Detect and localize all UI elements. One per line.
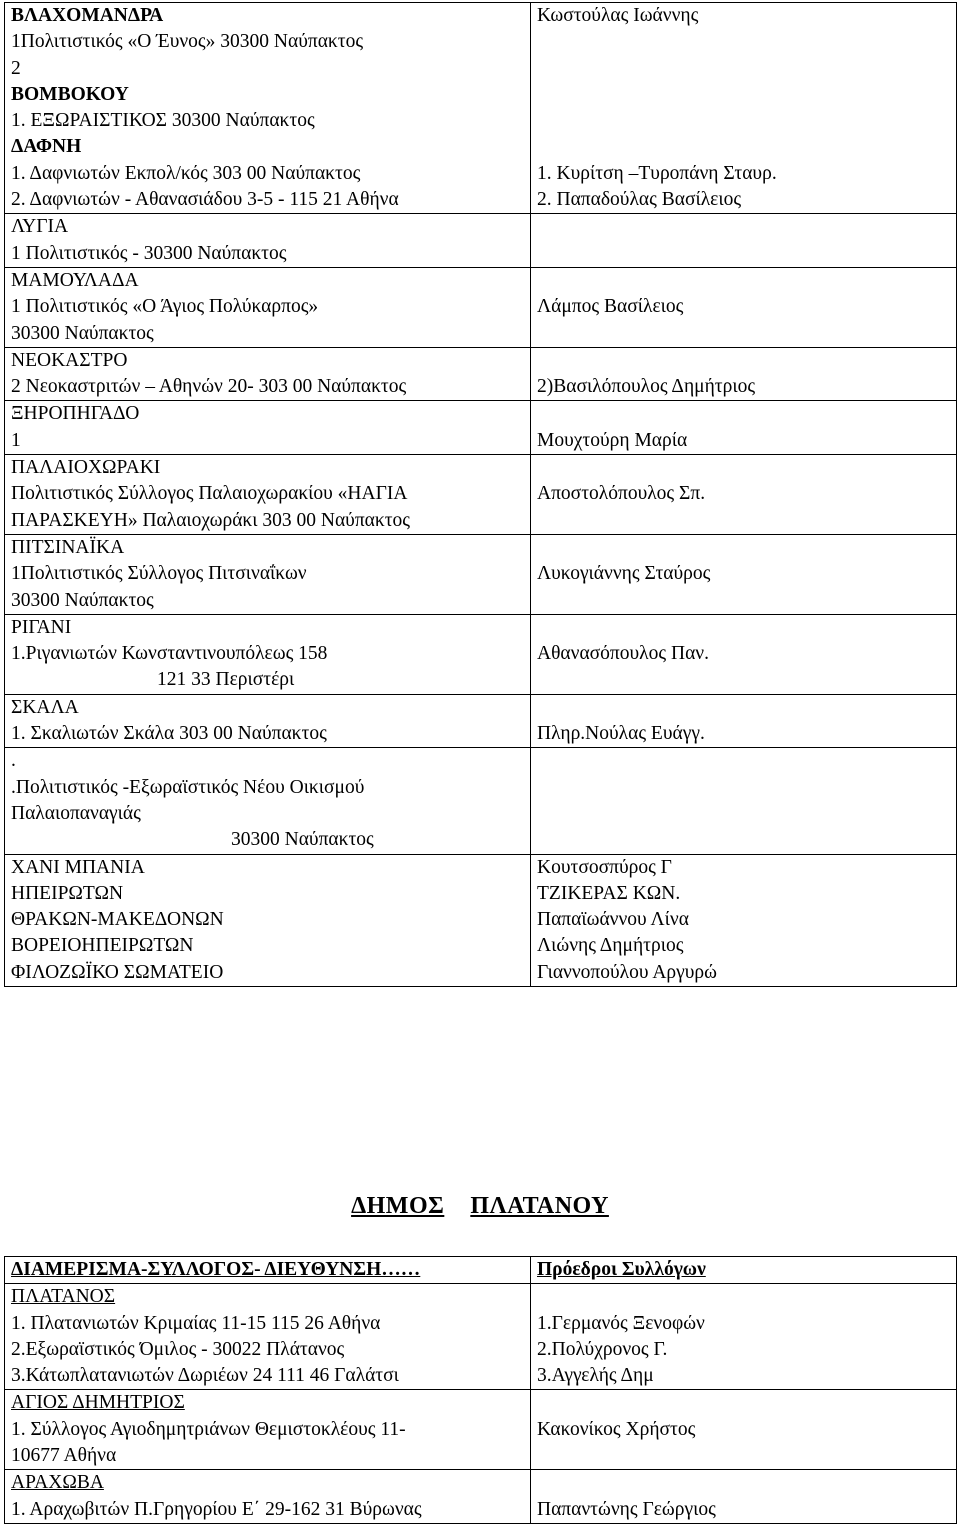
association-line: ΣΚΑΛΑ — [11, 696, 79, 718]
association-line: 3.Κάτωπλατανιωτών Δωριέων 24 111 46 Γαλάτσι — [11, 1365, 399, 1387]
table-row — [5, 748, 957, 854]
association-line: ΑΡΑΧΩΒΑ — [11, 1472, 104, 1494]
president-name — [537, 56, 956, 82]
association-cell — [5, 694, 531, 748]
president-name: Παπαϊωάννου Λίνα — [537, 909, 689, 931]
municipality-title — [0, 1193, 960, 1220]
association-line: .Πολιτιστικός -Εξωραϊστικός Νέου Οικισμού — [11, 776, 365, 798]
president-cell — [531, 534, 957, 614]
association-cell — [5, 748, 531, 854]
association-line: ΗΠΕΙΡΩΤΩΝ — [11, 882, 124, 904]
president-name — [537, 1390, 956, 1416]
association-line: ΒΛΑΧΟΜΑΝΔΡΑ — [11, 5, 164, 26]
president-name: Πληρ.Νούλας Ευάγγ. — [537, 723, 705, 745]
president-name: Μουχτούρη Μαρία — [537, 429, 688, 451]
association-line: 1 Πολιτιστικός «Ο Άγιος Πολύκαρπος» — [11, 296, 319, 318]
association-line: 1. Σκαλιωτών Σκάλα 303 00 Ναύπακτος — [11, 723, 327, 745]
president-cell — [531, 214, 957, 268]
association-line: 30300 Ναύπακτος — [231, 829, 374, 851]
table-row — [5, 3, 957, 214]
association-cell — [5, 214, 531, 268]
president-cell — [531, 748, 957, 854]
association-line: 1. Σύλλογος Αγιοδημητριάνων Θεμιστοκλέους 11- — [11, 1418, 406, 1440]
president-name — [537, 401, 956, 427]
president-cell — [531, 267, 957, 347]
association-line: 1. Αραχωβιτών Π.Γρηγορίου Ε΄ 29-162 31 Βύρωνας — [11, 1498, 422, 1520]
platanos-associations-table-body — [5, 1257, 957, 1524]
table-row — [5, 347, 957, 401]
president-cell — [531, 3, 957, 214]
president-name — [537, 535, 956, 561]
table-row — [5, 267, 957, 347]
association-line: 10677 Αθήνα — [11, 1445, 117, 1467]
association-line: 1 — [11, 429, 21, 451]
association-line: ΦΙΛΟΖΩΪΚΟ ΣΩΜΑΤΕΙΟ — [11, 961, 224, 983]
association-line: 2 Νεοκαστριτών – Αθηνών 20- 303 00 Ναύπακτος — [11, 376, 407, 398]
table-row — [5, 214, 957, 268]
association-line: 1Πολιτιστικός «Ο Έυνος» 30300 Ναύπακτος — [11, 31, 364, 53]
president-name — [537, 695, 956, 721]
platanos-associations-table — [4, 1256, 957, 1524]
association-line: 1.Ριγανιωτών Κωνσταντινουπόλεως 158 — [11, 643, 328, 665]
president-name: Κωστούλας Ιωάννης — [537, 5, 699, 26]
association-line: ΠΙΤΣΙΝΑΪΚΑ — [11, 536, 125, 558]
table-row — [5, 694, 957, 748]
president-name — [537, 615, 956, 641]
association-line: ΒΟΜΒΟΚΟΥ — [11, 83, 129, 105]
president-cell — [531, 1470, 957, 1524]
president-name — [537, 455, 956, 481]
association-cell — [5, 854, 531, 986]
association-line: ΜΑΜΟΥΛΑΔΑ — [11, 269, 139, 291]
president-name: 3.Αγγελής Δημ — [537, 1365, 654, 1387]
president-cell — [531, 1284, 957, 1390]
association-line: ΧΑΝΙ ΜΠΑΝΙΑ — [11, 856, 145, 878]
president-name: 1.Γερμανός Ξενοφών — [537, 1312, 705, 1334]
association-cell — [5, 455, 531, 535]
president-name: Λυκογιάννης Σταύρος — [537, 563, 711, 585]
association-line: ΒΟΡΕΙΟΗΠΕΙΡΩΤΩΝ — [11, 935, 194, 957]
president-name: 1. Κυρίτση –Τυροπάνη Σταυρ. — [537, 162, 777, 184]
president-name: Αθανασόπουλος Παν. — [537, 643, 709, 665]
table-header-row — [5, 1257, 957, 1284]
president-name: Κουτσοσπύρος Γ — [537, 856, 672, 878]
association-line: ΠΑΛΑΙΟΧΩΡΑΚΙ — [11, 457, 161, 479]
association-line: ΠΑΡΑΣΚΕΥΗ» Παλαιοχωράκι 303 00 Ναύπακτος — [11, 509, 411, 531]
associations-table — [4, 2, 957, 987]
association-cell — [5, 3, 531, 214]
president-name: Παπαντώνης Γεώργιος — [537, 1498, 716, 1520]
association-line: 2.Εξωραϊστικός Όμιλος - 30022 Πλάτανος — [11, 1338, 345, 1360]
association-line: ΑΓΙΟΣ ΔΗΜΗΤΡΙΟΣ — [11, 1392, 185, 1414]
association-line: ΘΡΑΚΩΝ-ΜΑΚΕΔΟΝΩΝ — [11, 909, 224, 931]
header-cell-address — [5, 1257, 531, 1284]
association-line: 2 — [11, 57, 21, 79]
association-line: 2. Δαφνιωτών - Αθανασιάδου 3-5 - 115 21 Αθήνα — [11, 189, 399, 211]
association-line: ΔΑΦΝΗ — [11, 136, 82, 158]
table-row — [5, 614, 957, 694]
association-line: 1. ΕΞΩΡΑΙΣΤΙΚΟΣ 30300 Ναύπακτος — [11, 110, 315, 132]
president-name — [537, 268, 956, 294]
header-presidents: Πρόεδροι Συλλόγων — [537, 1259, 706, 1280]
association-line: ΡΙΓΑΝΙ — [11, 616, 72, 638]
president-name: Αποστολόπουλος Σπ. — [537, 483, 706, 505]
president-cell — [531, 455, 957, 535]
table-row — [5, 455, 957, 535]
association-line: . — [11, 750, 16, 772]
association-line: 30300 Ναύπακτος — [11, 322, 154, 344]
table-row — [5, 401, 957, 455]
association-line: ΠΛΑΤΑΝΟΣ — [11, 1286, 116, 1308]
municipality-title-word1: ΔΗΜΟΣ — [351, 1193, 445, 1219]
header-address: ΔΙΑΜΕΡΙΣΜΑ-ΣΥΛΛΟΓΟΣ- ΔΙΕΥΘΥΝΣΗ…… — [11, 1259, 421, 1280]
associations-table-body — [5, 3, 957, 987]
president-name: 2.Πολύχρονος Γ. — [537, 1338, 668, 1360]
president-name — [537, 1284, 956, 1310]
association-line: 30300 Ναύπακτος — [11, 589, 154, 611]
association-line: Παλαιοπαναγιάς — [11, 802, 141, 824]
association-line: 1 Πολιτιστικός - 30300 Ναύπακτος — [11, 242, 287, 264]
association-cell — [5, 1284, 531, 1390]
president-name: Γιαννοπούλου Αργυρώ — [537, 961, 717, 983]
association-line: Πολιτιστικός Σύλλογος Παλαιοχωρακίου «ΗΑΓΙΑ — [11, 483, 408, 505]
association-line: ΛΥΓΙΑ — [11, 216, 69, 238]
president-cell — [531, 854, 957, 986]
association-line: ΞΗΡΟΠΗΓΑΔΟ — [11, 403, 140, 425]
table-row — [5, 1284, 957, 1390]
association-cell — [5, 401, 531, 455]
president-cell — [531, 401, 957, 455]
president-cell — [531, 614, 957, 694]
association-line: 121 33 Περιστέρι — [157, 669, 295, 691]
president-name — [537, 134, 956, 160]
table-row — [5, 534, 957, 614]
president-name: Λάμπος Βασίλειος — [537, 296, 684, 318]
president-name: Κακονίκος Χρήστος — [537, 1418, 696, 1440]
association-line: 1Πολιτιστικός Σύλλογος Πιτσιναΐκων — [11, 563, 307, 585]
association-line: 1. Πλατανιωτών Κριμαίας 11-15 115 26 Αθήνα — [11, 1312, 381, 1334]
president-name: 2. Παπαδούλας Βασίλειος — [537, 189, 742, 211]
president-name — [537, 29, 956, 55]
municipality-title-word2: ΠΛΑΤΑΝΟΥ — [470, 1193, 609, 1219]
president-name — [537, 1470, 956, 1496]
president-name: Λιώνης Δημήτριος — [537, 935, 684, 957]
association-cell — [5, 614, 531, 694]
association-line: 1. Δαφνιωτών Εκπολ/κός 303 00 Ναύπακτος — [11, 162, 361, 184]
association-cell — [5, 347, 531, 401]
president-name: 2)Βασιλόπουλος Δημήτριος — [537, 376, 756, 398]
president-name — [537, 108, 956, 134]
president-name — [537, 82, 956, 108]
president-cell — [531, 694, 957, 748]
table-row — [5, 1390, 957, 1470]
association-line: ΝΕΟΚΑΣΤΡΟ — [11, 349, 128, 371]
table-row — [5, 854, 957, 986]
president-name — [537, 348, 956, 374]
association-cell — [5, 534, 531, 614]
president-cell — [531, 347, 957, 401]
table-row — [5, 1470, 957, 1524]
association-cell — [5, 267, 531, 347]
president-name: ΤΖΙΚΕΡΑΣ ΚΩΝ. — [537, 882, 681, 904]
association-cell — [5, 1470, 531, 1524]
president-cell — [531, 1390, 957, 1470]
association-cell — [5, 1390, 531, 1470]
header-cell-presidents — [531, 1257, 957, 1284]
